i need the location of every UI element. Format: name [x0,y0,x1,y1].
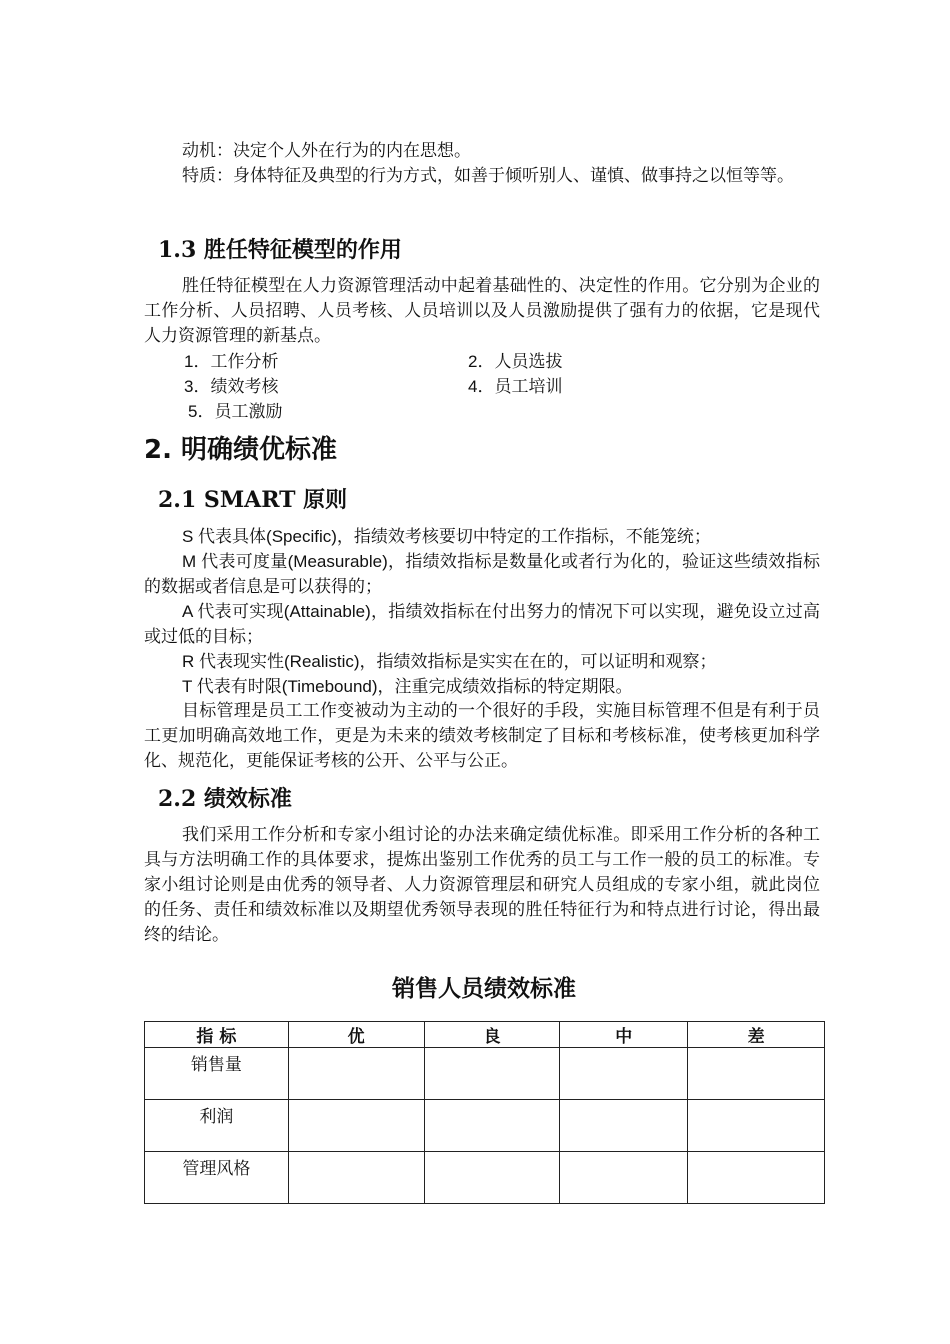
section-2-2-paragraph: 我们采用工作分析和专家小组讨论的办法来确定绩优标准。即采用工作分析的各种工具与方法明确工作的具体要求，提炼出鉴别工作优秀的员工与工作一般的员工的标准。专家小组讨论则是由优秀的领导者、人力资源管理层和研究人员组成的专家小组，就此岗位的任务、责任和绩效标准以及期望优秀领导表现的胜任特征行为和特点进行讨论，得出最终的结论。 [144,825,820,945]
header-good: 良 [424,1022,560,1048]
header-excellent: 优 [288,1022,424,1048]
table-cell [288,1048,424,1100]
header-poor: 差 [688,1022,825,1048]
table-row [145,1152,825,1204]
smart-m: M 代表可度量(Measurable)，指绩效指标是数量化或者行为化的，验证这些绩效指标的数据或者信息是可以获得的； [144,552,820,596]
table-cell [688,1100,825,1152]
table-cell [560,1152,688,1204]
row-label: 管理风格 [145,1152,289,1204]
table-cell [688,1048,825,1100]
smart-a: A 代表可实现(Attainable)，指绩效指标在付出努力的情况下可以实现，避免设立过高或过低的目标； [144,602,820,646]
smart-r: R 代表现实性(Realistic)，指绩效指标是实实在在的，可以证明和观察； [182,652,717,671]
table-cell [560,1100,688,1152]
table-row [145,1048,825,1100]
row-label: 利润 [145,1100,289,1152]
smart-t: T 代表有时限(Timebound)，注重完成绩效指标的特定期限。 [182,677,633,696]
row-label: 销售量 [145,1048,289,1100]
header-indicator: 指 标 [145,1022,289,1048]
table-row [145,1100,825,1152]
table-cell [560,1048,688,1100]
performance-table [144,1021,825,1204]
section-1-3-paragraph: 胜任特征模型在人力资源管理活动中起着基础性的、决定性的作用。它分别为企业的工作分析、人员招聘、人员考核、人员培训以及人员激励提供了强有力的依据，它是现代人力资源管理的新基点。 [144,276,820,346]
table-cell [424,1152,560,1204]
list-item: 1．工作分析 [184,352,279,371]
section-2-2-title: 2.2 绩效标准 [158,786,292,812]
list-item: 4．员工培训 [468,377,563,396]
section-2-title: 2. 明确绩优标准 [144,435,338,465]
section-2-1-paragraph: 目标管理是员工工作变被动为主动的一个很好的手段，实施目标管理不但是有利于员工更加明确高效地工作，更是为未来的绩效考核制定了目标和考核标准，使考核更加科学化、规范化，更能保证考核的公开、公平与公正。 [144,701,820,771]
table-cell [288,1152,424,1204]
motive-line: 动机：决定个人外在行为的内在思想。 [182,141,471,161]
header-average: 中 [560,1022,688,1048]
smart-s: S 代表具体(Specific)，指绩效考核要切中特定的工作指标，不能笼统； [182,527,711,546]
section-2-1-title: 2.1 SMART 原则 [158,487,348,513]
table-cell [688,1152,825,1204]
list-item: 5．员工激励 [188,402,283,421]
section-1-3-title: 1.3 胜任特征模型的作用 [158,237,402,263]
list-item: 2．人员选拔 [468,352,563,371]
table-cell [424,1048,560,1100]
trait-line: 特质：身体特征及典型的行为方式，如善于倾听别人、谨慎、做事持之以恒等等。 [182,166,794,186]
table-header-row [145,1022,825,1048]
table-title: 销售人员绩效标准 [392,976,576,1002]
table-cell [288,1100,424,1152]
table-cell [424,1100,560,1152]
list-item: 3．绩效考核 [184,377,279,396]
